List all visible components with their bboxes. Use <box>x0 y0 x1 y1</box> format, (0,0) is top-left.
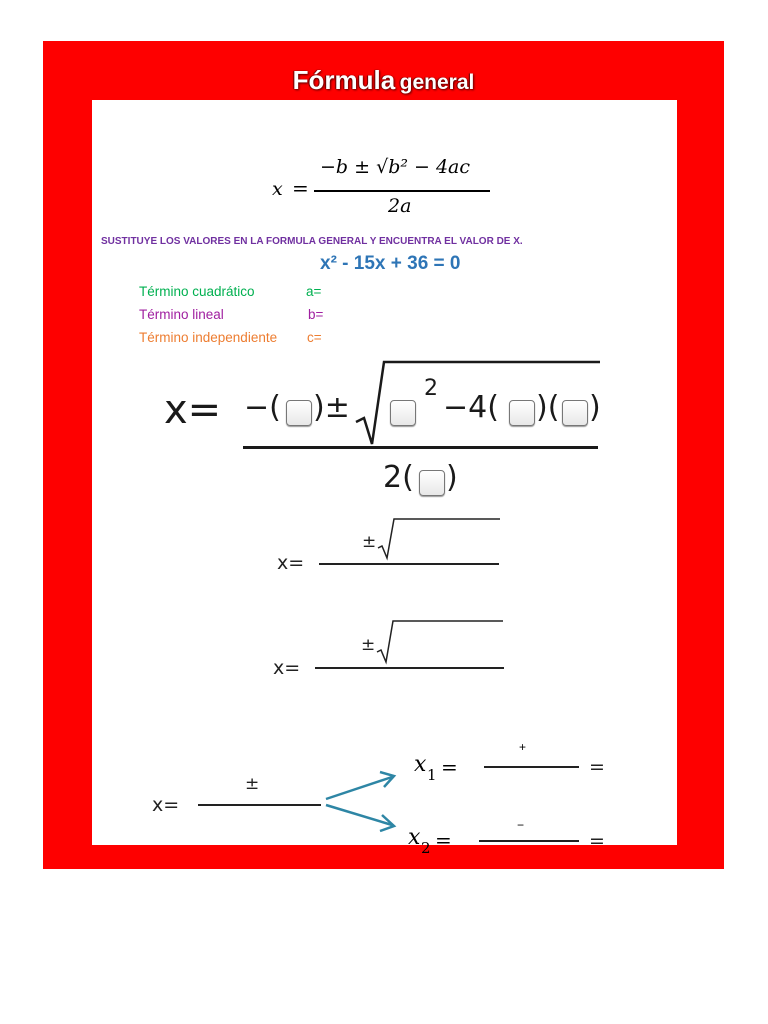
result1-equals: = <box>441 755 458 779</box>
result1-subscript: 1 <box>427 766 437 784</box>
term-linear-label: Término lineal <box>139 307 224 322</box>
step3-plus-minus: ± <box>245 774 260 794</box>
step1-plus-minus: ± <box>362 532 377 552</box>
result2-subscript: 2 <box>421 839 431 857</box>
formula-fraction-bar <box>314 190 490 192</box>
title-part2: general <box>399 71 475 94</box>
term-independent-label: Término independiente <box>139 330 278 345</box>
formula-numerator: −b ± √b² − 4ac <box>320 156 471 178</box>
step1-root-sign <box>376 516 502 564</box>
equation-text: x² - 15x + 36 = 0 <box>320 253 461 274</box>
input-box-denominator-a[interactable] <box>419 470 445 496</box>
step3-lhs: x= <box>152 794 180 816</box>
step2-root-sign <box>375 618 505 668</box>
step2-lhs: x= <box>273 657 301 679</box>
worksheet <box>92 100 677 857</box>
instruction-text: SUSTITUYE LOS VALORES EN LA FORMULA GENERAL Y ENCUENTRA EL VALOR DE X. <box>101 236 523 247</box>
title-part1: Fórmula <box>292 65 396 95</box>
term-linear-var: b= <box>308 307 324 322</box>
big-formula-lhs: x= <box>164 387 222 433</box>
result1-tail-equals: = <box>589 756 605 778</box>
page-title <box>43 65 724 96</box>
term-quadratic-label: Término cuadrático <box>139 284 255 299</box>
step1-lhs: x= <box>277 552 305 574</box>
input-box-c[interactable] <box>562 400 588 426</box>
result2-equals: = <box>435 828 452 852</box>
branch-arrows-icon <box>322 768 402 838</box>
step2-plus-minus: ± <box>361 635 376 655</box>
formula-equals: = <box>292 176 309 200</box>
result1-var: x <box>414 752 427 777</box>
result2-fraction-bar <box>479 840 579 842</box>
big-close: ) <box>589 390 601 425</box>
result2-var: x <box>408 825 421 850</box>
big-minus-open: −( <box>244 390 281 425</box>
term-independent-var: c= <box>307 330 322 345</box>
big-square-exponent: 2 <box>424 376 438 401</box>
big-denominator-close: ) <box>446 460 458 495</box>
term-quadratic-var: a= <box>306 284 322 299</box>
result2-tail-equals: = <box>589 830 605 852</box>
formula-denominator: 2a <box>388 195 412 217</box>
result1-sign: + <box>519 740 527 754</box>
big-close-open: )( <box>536 390 560 425</box>
formula-lhs: x <box>272 178 283 200</box>
input-box-a[interactable] <box>509 400 535 426</box>
result1-fraction-bar <box>484 766 579 768</box>
result2-sign: − <box>517 818 525 832</box>
red-frame <box>43 41 724 869</box>
input-box-b[interactable] <box>286 400 312 426</box>
big-denominator-two: 2( <box>383 460 414 495</box>
input-box-b-squared[interactable] <box>390 400 416 426</box>
step3-fraction-bar <box>198 804 321 806</box>
big-minus-four: −4( <box>443 390 499 425</box>
big-fraction-bar <box>243 446 598 449</box>
big-close-pm: )± <box>313 390 350 425</box>
